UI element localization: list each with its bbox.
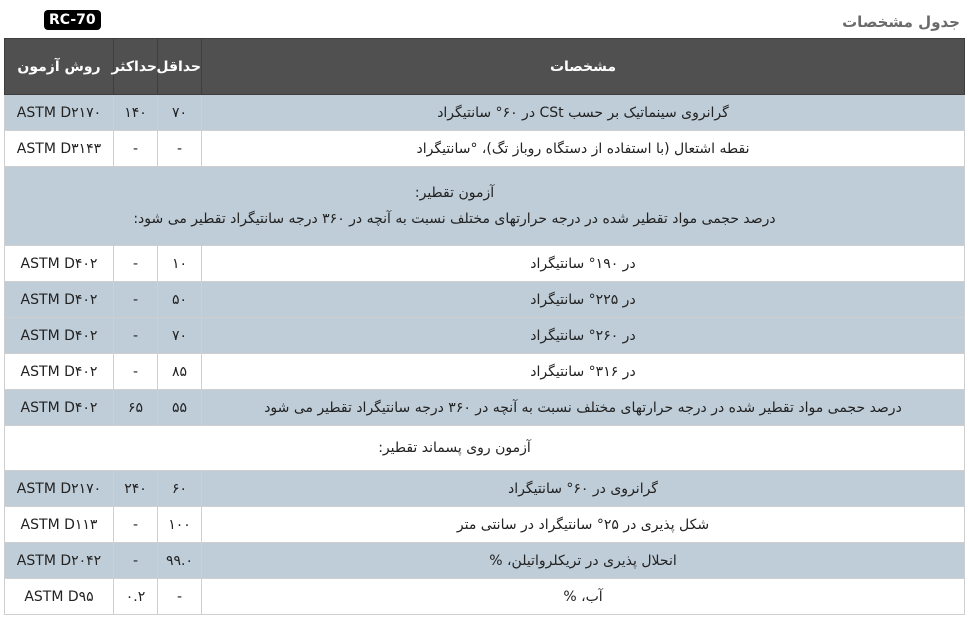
spec-cell: گرانروی سینماتیک بر حسب CSt در ۶۰° سانتیگراد: [202, 95, 965, 131]
spec-cell: انحلال پذیری در تریکلرواتیلن، %: [202, 543, 965, 579]
method-cell: ASTM D۲۱۷۰: [5, 471, 114, 507]
max-cell: ۶۵: [114, 390, 158, 426]
section-row-distillation: [5, 167, 965, 246]
spec-cell: نقطه اشتعال (با استفاده از دستگاه روباز تگ)، °سانتیگراد: [202, 131, 965, 167]
spec-cell: آب، %: [202, 579, 965, 615]
section-row-residue: [5, 426, 965, 471]
min-cell: ۵۰: [158, 282, 202, 318]
table-row: [5, 543, 965, 579]
section-cell: [5, 426, 965, 471]
max-cell: -: [114, 246, 158, 282]
section-cell: [5, 167, 965, 246]
method-cell: ASTM D۴۰۲: [5, 246, 114, 282]
min-cell: -: [158, 579, 202, 615]
max-cell: ۱۴۰: [114, 95, 158, 131]
min-cell: ۸۵: [158, 354, 202, 390]
table-row: [5, 246, 965, 282]
table-row: [5, 318, 965, 354]
product-badge: RC-70: [44, 10, 101, 30]
method-cell: ASTM D۲۰۴۲: [5, 543, 114, 579]
header-max: حداکثر: [114, 39, 158, 95]
max-cell: -: [114, 131, 158, 167]
table-row: [5, 471, 965, 507]
header-spec: مشخصات: [202, 39, 965, 95]
section-title: آزمون تقطیر:: [414, 185, 495, 201]
method-cell: ASTM D۴۰۲: [5, 282, 114, 318]
method-cell: ASTM D۴۰۲: [5, 318, 114, 354]
method-cell: ASTM D۴۰۲: [5, 354, 114, 390]
table-row: [5, 354, 965, 390]
spec-cell: شکل پذیری در ۲۵° سانتیگراد در سانتی متر: [202, 507, 965, 543]
table-row: [5, 507, 965, 543]
spec-cell: در ۳۱۶° سانتیگراد: [202, 354, 965, 390]
method-cell: ASTM D۲۱۷۰: [5, 95, 114, 131]
method-cell: ASTM D۳۱۴۳: [5, 131, 114, 167]
table-row: [5, 390, 965, 426]
spec-table: [4, 38, 965, 615]
min-cell: ۷۰: [158, 318, 202, 354]
table-row: [5, 131, 965, 167]
spec-cell: گرانروی در ۶۰° سانتیگراد: [202, 471, 965, 507]
max-cell: -: [114, 282, 158, 318]
min-cell: ۱۰: [158, 246, 202, 282]
header-min: حداقل: [158, 39, 202, 95]
min-cell: ۶۰: [158, 471, 202, 507]
method-cell: ASTM D۹۵: [5, 579, 114, 615]
min-cell: ۹۹.۰: [158, 543, 202, 579]
max-cell: -: [114, 543, 158, 579]
method-cell: ASTM D۱۱۳: [5, 507, 114, 543]
header-method: روش آزمون: [5, 39, 114, 95]
min-cell: ۱۰۰: [158, 507, 202, 543]
spec-cell: در ۲۶۰° سانتیگراد: [202, 318, 965, 354]
max-cell: ۲۴۰: [114, 471, 158, 507]
spec-cell: در ۱۹۰° سانتیگراد: [202, 246, 965, 282]
spec-cell: در ۲۲۵° سانتیگراد: [202, 282, 965, 318]
method-cell: ASTM D۴۰۲: [5, 390, 114, 426]
spec-cell: درصد حجمی مواد تقطیر شده در درجه حرارتهای مختلف نسبت به آنچه در ۳۶۰ درجه سانتیگراد تقطیر می شود: [202, 390, 965, 426]
max-cell: -: [114, 354, 158, 390]
table-header-row: [5, 39, 965, 95]
max-cell: -: [114, 507, 158, 543]
min-cell: ۷۰: [158, 95, 202, 131]
min-cell: ۵۵: [158, 390, 202, 426]
min-cell: -: [158, 131, 202, 167]
table-row: [5, 579, 965, 615]
page-title: جدول مشخصات: [842, 13, 960, 31]
max-cell: -: [114, 318, 158, 354]
section-subtitle: درصد حجمی مواد تقطیر شده در درجه حرارتهای مختلف نسبت به آنچه در ۳۶۰ درجه سانتیگراد تقطیر می شود:: [133, 211, 776, 227]
table-row: [5, 95, 965, 131]
max-cell: ۰.۲: [114, 579, 158, 615]
table-row: [5, 282, 965, 318]
section-title: آزمون روی پسماند تقطیر:: [378, 440, 531, 456]
